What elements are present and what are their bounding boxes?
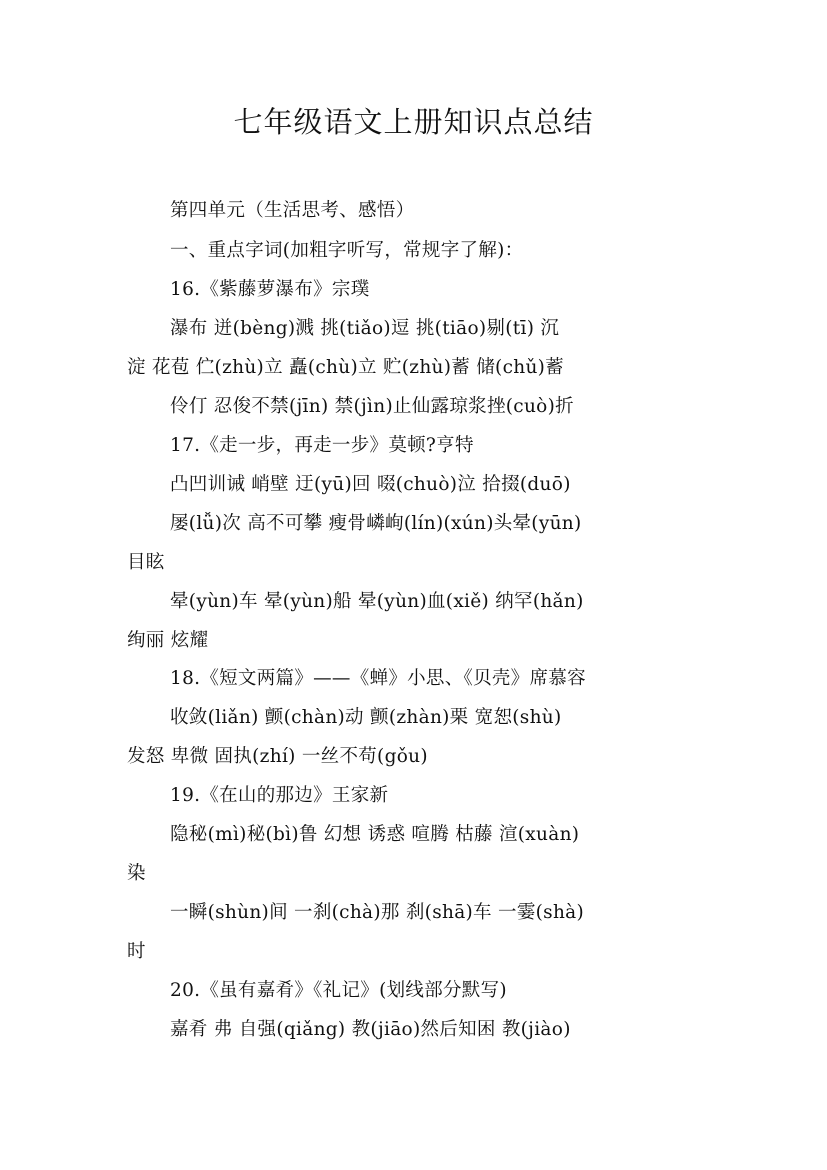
vocab-line: 隐秘(mì)秘(bì)鲁 幻想 诱惑 喧腾 枯藤 渲(xuàn) [170, 824, 580, 845]
lesson-heading-18: 18.《短文两篇》——《蝉》小思、《贝壳》席慕容 [170, 668, 586, 689]
vocab-line: 染 [127, 863, 146, 884]
unit-heading: 第四单元（生活思考、感悟） [170, 200, 415, 221]
lesson-heading-20: 20.《虽有嘉肴》《礼记》(划线部分默写) [170, 980, 507, 1001]
vocab-line: 一瞬(shùn)间 一刹(chà)那 刹(shā)车 一霎(shà) [170, 902, 585, 923]
section-heading: 一、重点字词(加粗字听写，常规字了解)： [170, 240, 524, 261]
vocab-line: 时 [127, 941, 146, 962]
vocab-line: 嘉肴 弗 自强(qiǎng) 教(jiāo)然后知困 教(jiào) [170, 1019, 571, 1040]
page-title: 七年级语文上册知识点总结 [233, 105, 594, 139]
lesson-heading-17: 17.《走一步，再走一步》莫顿?亨特 [170, 435, 474, 456]
vocab-line: 收敛(liǎn) 颤(chàn)动 颤(zhàn)栗 宽恕(shù) [170, 707, 562, 728]
vocab-line: 绚丽 炫耀 [127, 630, 209, 651]
lesson-heading-16: 16.《紫藤萝瀑布》宗璞 [170, 279, 370, 300]
vocab-line: 晕(yùn)车 晕(yùn)船 晕(yùn)血(xiě) 纳罕(hǎn) [170, 591, 584, 612]
vocab-line: 目眩 [127, 552, 165, 573]
vocab-line: 瀑布 迸(bèng)溅 挑(tiǎo)逗 挑(tiāo)剔(tī) 沉 [170, 318, 560, 339]
vocab-line: 发怒 卑微 固执(zhí) 一丝不苟(gǒu) [127, 746, 428, 767]
vocab-line: 淀 花苞 伫(zhù)立 矗(chù)立 贮(zhù)蓄 储(chǔ)蓄 [127, 357, 564, 378]
vocab-line: 凸凹训诫 峭壁 迂(yū)回 啜(chuò)泣 拾掇(duō) [170, 474, 571, 495]
vocab-line: 伶仃 忍俊不禁(jīn) 禁(jìn)止仙露琼浆挫(cuò)折 [170, 396, 574, 417]
vocab-line: 屡(lǚ)次 高不可攀 瘦骨嶙峋(lín)(xún)头晕(yūn) [170, 513, 582, 534]
lesson-heading-19: 19.《在山的那边》王家新 [170, 785, 389, 806]
